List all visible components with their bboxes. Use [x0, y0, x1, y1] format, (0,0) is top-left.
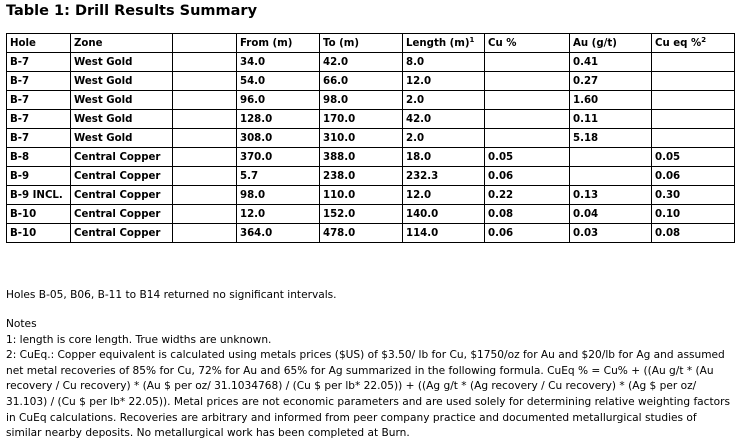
cell-cu: 0.05 [485, 148, 570, 167]
cell-cu: 0.06 [485, 167, 570, 186]
cell-to: 110.0 [320, 186, 403, 205]
cell-hole: B-10 [7, 224, 71, 243]
cell-hole: B-7 [7, 129, 71, 148]
cell-hole: B-9 [7, 167, 71, 186]
cell-to: 478.0 [320, 224, 403, 243]
cell-to: 42.0 [320, 53, 403, 72]
cell-from: 96.0 [237, 91, 320, 110]
cell-length: 42.0 [403, 110, 485, 129]
cell-au: 0.27 [570, 72, 652, 91]
cell-to: 310.0 [320, 129, 403, 148]
col-header-hole: Hole [7, 34, 71, 53]
col-header-cueq [652, 34, 735, 53]
cell-zone: Central Copper [71, 186, 173, 205]
cell-to: 238.0 [320, 167, 403, 186]
cell-cueq: 0.10 [652, 205, 735, 224]
cell-length: 12.0 [403, 186, 485, 205]
cell-length: 18.0 [403, 148, 485, 167]
cell-to: 98.0 [320, 91, 403, 110]
cell-from: 128.0 [237, 110, 320, 129]
cell-length: 2.0 [403, 91, 485, 110]
cell-length: 232.3 [403, 167, 485, 186]
notes-heading: Notes [6, 318, 37, 330]
cell-length: 114.0 [403, 224, 485, 243]
cell-zone: West Gold [71, 72, 173, 91]
cell-hole: B-7 [7, 53, 71, 72]
cell-hole: B-10 [7, 205, 71, 224]
cell-blank [173, 91, 237, 110]
cell-au: 5.18 [570, 129, 652, 148]
cell-from: 54.0 [237, 72, 320, 91]
cell-blank [173, 72, 237, 91]
cell-hole: B-7 [7, 91, 71, 110]
cell-length: 2.0 [403, 129, 485, 148]
table-row [7, 72, 735, 91]
cell-cu [485, 91, 570, 110]
notes-section [6, 317, 734, 442]
cell-cueq: 0.30 [652, 186, 735, 205]
cell-to: 152.0 [320, 205, 403, 224]
cell-cueq: 0.05 [652, 148, 735, 167]
cell-au: 1.60 [570, 91, 652, 110]
cell-cueq [652, 129, 735, 148]
cell-from: 308.0 [237, 129, 320, 148]
cell-length: 8.0 [403, 53, 485, 72]
cell-cueq [652, 72, 735, 91]
col-header-zone: Zone [71, 34, 173, 53]
length-label: Length (m) [406, 37, 470, 49]
cell-zone: West Gold [71, 110, 173, 129]
cell-au: 0.41 [570, 53, 652, 72]
table-title: Table 1: Drill Results Summary [6, 3, 258, 19]
cell-cueq [652, 91, 735, 110]
cell-zone: Central Copper [71, 148, 173, 167]
drill-results-table [6, 33, 735, 243]
cell-cu [485, 72, 570, 91]
cell-zone: West Gold [71, 53, 173, 72]
cell-hole: B-9 INCL. [7, 186, 71, 205]
cell-blank [173, 129, 237, 148]
cell-zone: Central Copper [71, 167, 173, 186]
table-row [7, 224, 735, 243]
cell-to: 66.0 [320, 72, 403, 91]
col-header-length [403, 34, 485, 53]
cell-from: 364.0 [237, 224, 320, 243]
cell-au [570, 148, 652, 167]
table-header-row [7, 34, 735, 53]
no-significant-intervals: Holes B-05, B06, B-11 to B14 returned no significant intervals. [6, 289, 337, 301]
cell-blank [173, 186, 237, 205]
cell-cueq: 0.08 [652, 224, 735, 243]
cell-hole: B-7 [7, 72, 71, 91]
cell-cu: 0.22 [485, 186, 570, 205]
col-header-cu: Cu % [485, 34, 570, 53]
table-row [7, 148, 735, 167]
cueq-label: Cu eq % [655, 37, 702, 49]
table-row [7, 110, 735, 129]
cell-zone: West Gold [71, 129, 173, 148]
cell-blank [173, 148, 237, 167]
cell-au [570, 167, 652, 186]
cell-blank [173, 205, 237, 224]
cell-blank [173, 167, 237, 186]
cell-to: 170.0 [320, 110, 403, 129]
cell-blank [173, 53, 237, 72]
cell-au: 0.13 [570, 186, 652, 205]
length-footnote-ref: 1 [469, 35, 475, 44]
col-header-from: From (m) [237, 34, 320, 53]
table-row [7, 167, 735, 186]
cell-from: 98.0 [237, 186, 320, 205]
cell-zone: West Gold [71, 91, 173, 110]
cell-au: 0.03 [570, 224, 652, 243]
cell-blank [173, 110, 237, 129]
cell-cu [485, 110, 570, 129]
cell-cu: 0.08 [485, 205, 570, 224]
cell-cueq [652, 110, 735, 129]
cell-from: 370.0 [237, 148, 320, 167]
table-row [7, 129, 735, 148]
cell-au: 0.11 [570, 110, 652, 129]
note-1: 1: length is core length. True widths are unknown. [6, 333, 272, 346]
cell-length: 140.0 [403, 205, 485, 224]
cell-hole: B-8 [7, 148, 71, 167]
cueq-footnote-ref: 2 [701, 35, 707, 44]
cell-cu: 0.06 [485, 224, 570, 243]
cell-from: 5.7 [237, 167, 320, 186]
col-header-blank [173, 34, 237, 53]
table-row [7, 186, 735, 205]
table-row [7, 205, 735, 224]
cell-au: 0.04 [570, 205, 652, 224]
cell-from: 12.0 [237, 205, 320, 224]
cell-cueq [652, 53, 735, 72]
cell-zone: Central Copper [71, 205, 173, 224]
cell-cu [485, 53, 570, 72]
cell-hole: B-7 [7, 110, 71, 129]
note-2: 2: CuEq.: Copper equivalent is calculated using metals prices ($US) of $3.50/ lb for Cu, $1750/oz for Au and $20/lb for Ag and assumed net metal recoveries of 85% for Cu, 72% for Au and 65% for Ag summarized in the following formula. CuEq % = Cu% + ((Au g/t * (Au recovery / Cu recovery) * (Au $ per oz/ 31.1034768) / (Cu $ per lb* 22.05)) + ((Ag g/t * (Ag recovery / Cu recovery) * (Ag $ per oz/ 31.103) / (Cu $ per lb* 22.05)). Metal prices are not economic parameters and are used solely for determining relative weighting factors in CuEq calculations. Recoveries are arbitrary and informed from peer company practice and documented metallurgical studies of similar nearby deposits. No metallurgical work has been completed at Burn. [6, 349, 730, 440]
col-header-au: Au (g/t) [570, 34, 652, 53]
table-row [7, 91, 735, 110]
cell-cu [485, 129, 570, 148]
cell-length: 12.0 [403, 72, 485, 91]
col-header-to: To (m) [320, 34, 403, 53]
cell-zone: Central Copper [71, 224, 173, 243]
table-row [7, 53, 735, 72]
cell-to: 388.0 [320, 148, 403, 167]
cell-blank [173, 224, 237, 243]
table-body [7, 53, 735, 243]
cell-from: 34.0 [237, 53, 320, 72]
cell-cueq: 0.06 [652, 167, 735, 186]
